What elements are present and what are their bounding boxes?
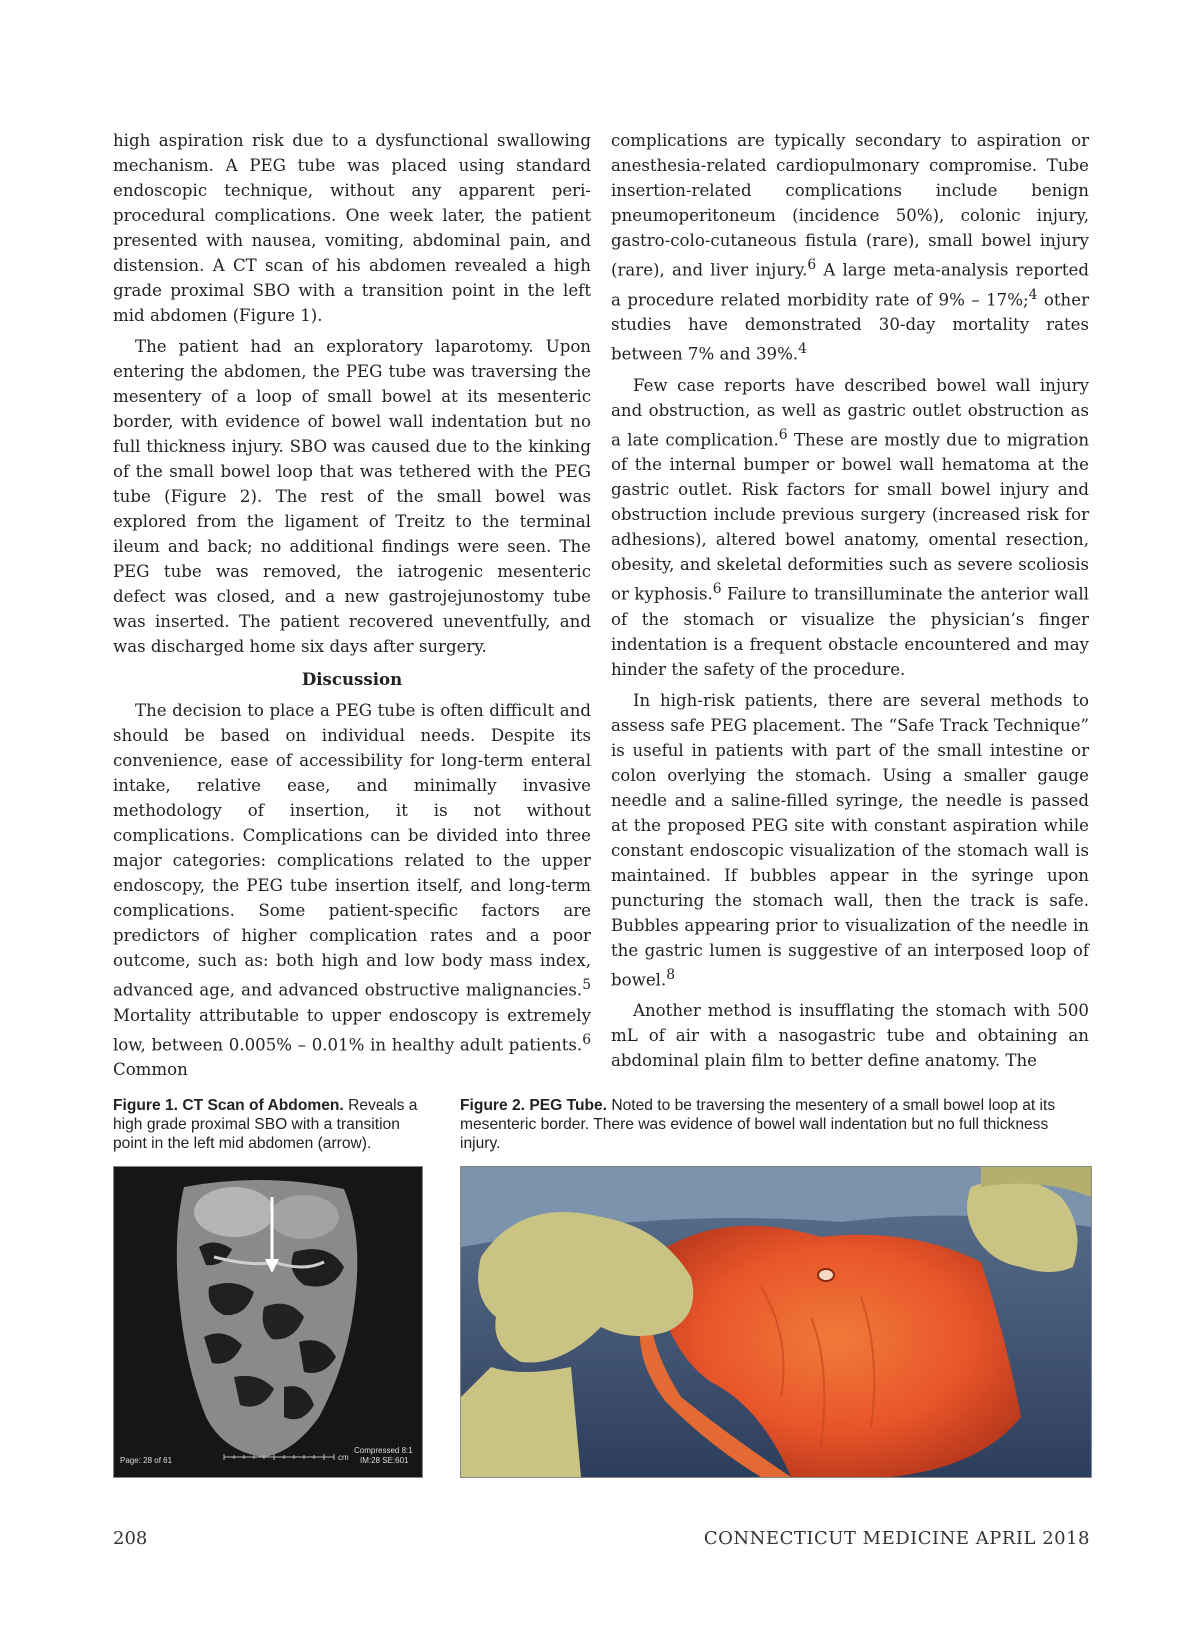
figure1-label: Figure 1. CT Scan of Abdomen. xyxy=(113,1097,344,1114)
left-text-column xyxy=(113,128,591,1088)
figure1-caption: Figure 1. CT Scan of Abdomen. Reveals a high grade proximal SBO with a transition point in the left mid abdomen (arrow). xyxy=(113,1097,418,1152)
ct-page-label: Page: 28 of 61 xyxy=(120,1456,173,1465)
paragraph: Few case reports have described bowel wall injury and obstruction, as well as gastric outlet obstruction as a late complication.$^6$ These are mostly due to migration of the internal bumper or bowel wall hematoma at the gastric outlet. Risk factors for small bowel injury and obstruction include previous surgery (increased risk for adhesions), altered bowel anatomy, omental resection, obesity, and skeletal deformities such as severe scoliosis or kyphosis.$^6$ Failure to transilluminate the anterior wall of the stomach or visualize the physician’s finger indentation is a frequent obstacle encountered and may hinder the safety of the procedure. xyxy=(611,375,1090,679)
paragraph: The decision to place a PEG tube is often difficult and should be based on individual needs. Despite its convenience, ease of accessibility for long-term enteral intake, relative ease, and minimally invasive methodology of insertion, it is not without complications. Complications can be divided into three major categories: complications related to the upper endoscopy, the PEG tube insertion itself, and long-term complications. Some patient-specific factors are predictors of higher complication rates and a poor outcome, such as: both high and low body mass index, advanced age, and advanced obstructive malignancies.$^5$ Mortality attributable to upper endoscopy is extremely low, between 0.005% – 0.01% in healthy adult patients.$^6$ Common xyxy=(113,701,591,1080)
figure1-ct-image xyxy=(113,1166,423,1478)
ct-unit-label: cm xyxy=(338,1453,349,1462)
right-text-column xyxy=(611,128,1089,1079)
ct-series-label: IM:28 SE:601 xyxy=(360,1456,409,1465)
ct-compressed-label: Compressed 8:1 xyxy=(354,1446,413,1455)
figure2-label: Figure 2. PEG Tube. xyxy=(460,1097,608,1114)
paragraph: In high-risk patients, there are several methods to assess safe PEG placement. The “Safe Track Technique” is useful in patients with part of the small intestine or colon overlying the stomach. Using a smaller gauge needle and a saline-filled syringe, the needle is passed at the proposed PEG site with constant aspiration while constant endoscopic visualization of the stomach wall is maintained. If bubbles appear in the syringe upon puncturing the stomach wall, then the track is safe. Bubbles appearing prior to visualization of the needle in the gastric lumen is suggestive of an interposed loop of bowel.$^8$ xyxy=(611,690,1089,990)
journal-footer: CONNECTICUT MEDICINE APRIL 2018 xyxy=(703,1528,1090,1549)
page-number: 208 xyxy=(113,1528,148,1549)
paragraph: The patient had an exploratory laparotomy. Upon entering the abdomen, the PEG tube was traversing the mesentery of a loop of small bowel at its mesenteric border, with evidence of bowel wall indentation but no full thickness injury. SBO was caused due to the kinking of the small bowel loop that was tethered with the PEG tube (Figure 2). The rest of the small bowel was explored from the ligament of Treitz to the terminal ileum and back; no additional findings were seen. The PEG tube was removed, the iatrogenic mesenteric defect was closed, and a new gastrojejunostomy tube was inserted. The patient recovered uneventfully, and was discharged home six days after surgery. xyxy=(113,337,591,656)
paragraph: high aspiration risk due to a dysfunctional swallowing mechanism. A PEG tube was placed using standard endoscopic technique, without any apparent peri-procedural complications. One week later, the patient presented with nausea, vomiting, abdominal pain, and distension. A CT scan of his abdomen revealed a high grade proximal SBO with a transition point in the left mid abdomen (Figure 1). xyxy=(113,131,591,325)
section-heading-discussion: Discussion xyxy=(301,669,403,689)
paragraph: Another method is insufflating the stomach with 500 mL of air with a nasogastric tube and obtaining an abdominal plain film to better define anatomy. The xyxy=(611,1001,1089,1071)
figure2-caption: Figure 2. PEG Tube. Noted to be traversing the mesentery of a small bowel loop at its mesenteric border. There was evidence of bowel wall indentation but no full thickness injury. xyxy=(460,1097,1056,1152)
paragraph: complications are typically secondary to aspiration or anesthesia-related cardiopulmonary compromise. Tube insertion-related complications include benign pneumoperitoneum (incidence 50%), colonic injury, gastro-colo-cutaneous fistula (rare), small bowel injury (rare), and liver injury.$^6$ A large meta-analysis reported a procedure related morbidity rate of 9% – 17%;$^4$ other studies have demonstrated 30-day mortality rates between 7% and 39%.$^4$ xyxy=(611,131,1089,364)
figure2-peg-photo xyxy=(460,1166,1092,1478)
